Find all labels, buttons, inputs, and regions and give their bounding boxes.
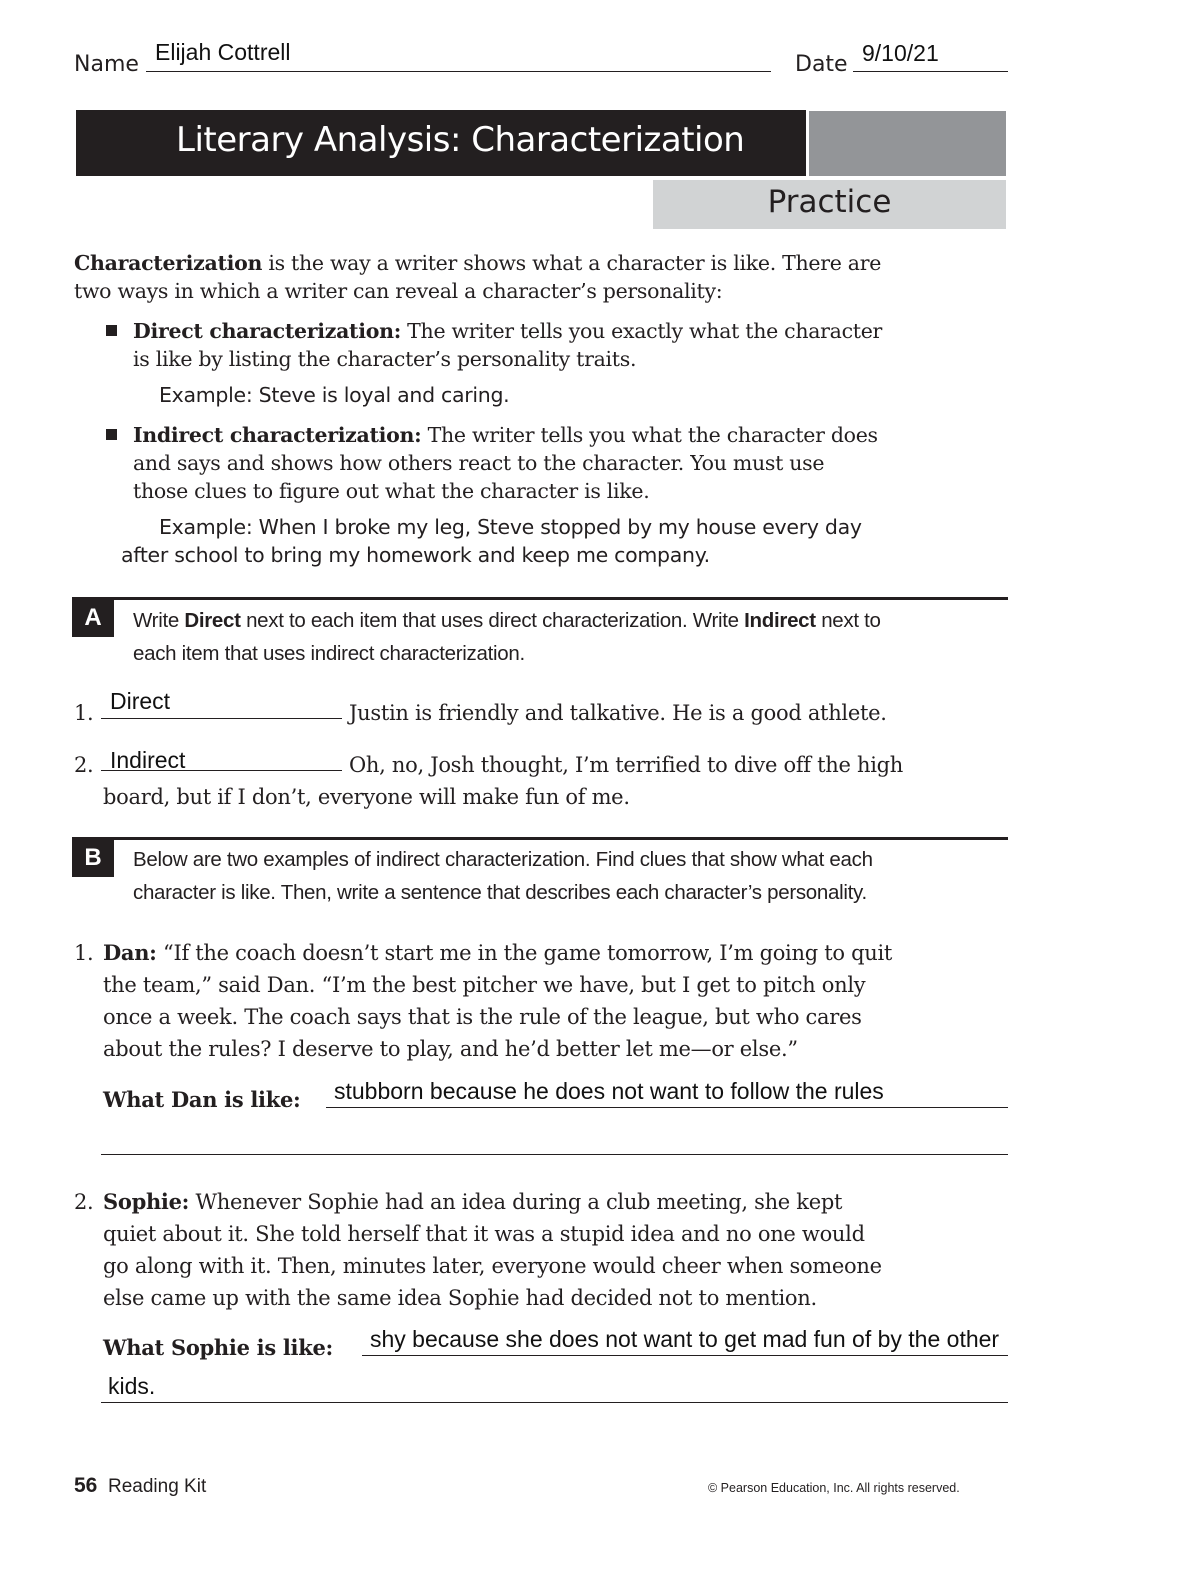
b-item-1-line-1: Dan: “If the coach doesn’t start me in the game tomorrow, I’m going to quit <box>103 940 892 965</box>
copyright-notice: © Pearson Education, Inc. All rights reserved. <box>708 1481 960 1495</box>
b-item-1-line-4: about the rules? I deserve to play, and he’d better let me—or else.” <box>103 1037 798 1061</box>
section-a-instructions-line-2: each item that uses indirect characterization. <box>133 642 525 665</box>
b-item-1-number: 1. <box>74 941 94 965</box>
title-accent-block <box>809 111 1006 176</box>
b-item-2-line-1: Sophie: Whenever Sophie had an idea during a club meeting, she kept <box>103 1189 843 1214</box>
section-b-instructions-line-1: Below are two examples of indirect characterization. Find clues that show what each <box>133 848 873 871</box>
b-item-1-underline-2 <box>101 1154 1008 1155</box>
date-label: Date <box>795 52 848 77</box>
indirect-example-line-1: Example: When I broke my leg, Steve stopped by my house every day <box>159 515 862 539</box>
name-field[interactable]: Elijah Cottrell <box>155 39 291 65</box>
section-b-badge: B <box>72 839 114 877</box>
direct-example: Example: Steve is loyal and caring. <box>159 383 510 407</box>
direct-line-2: is like by listing the character’s personality traits. <box>133 347 637 371</box>
a-item-2-number: 2. <box>74 753 94 777</box>
intro-line-1: Characterization is the way a writer shows what a character is like. There are <box>74 251 882 275</box>
b-item-1-line-3: once a week. The coach says that is the rule of the league, but who cares <box>103 1005 862 1029</box>
name-underline <box>146 71 771 72</box>
a-item-1-number: 1. <box>74 701 94 725</box>
b-item-2-underline-1 <box>362 1355 1008 1356</box>
b-item-2-line-3: go along with it. Then, minutes later, everyone would cheer when someone <box>103 1254 882 1278</box>
b-item-2-prompt: What Sophie is like: <box>103 1335 333 1360</box>
b-item-1-line-2: the team,” said Dan. “I’m the best pitcher we have, but I get to pitch only <box>103 973 866 997</box>
b-item-2-underline-2 <box>101 1402 1008 1403</box>
a-item-1-answer-field[interactable]: Direct <box>110 688 171 714</box>
b-item-2-answer-field-2[interactable]: kids. <box>108 1373 156 1399</box>
date-underline <box>853 71 1008 72</box>
page-title: Literary Analysis: Characterization <box>176 120 745 160</box>
a-item-1-text: Justin is friendly and talkative. He is a good athlete. <box>349 701 887 725</box>
a-item-2-answer-field[interactable]: Indirect <box>110 747 186 773</box>
b-item-1-prompt: What Dan is like: <box>103 1087 301 1112</box>
direct-term: Direct characterization: <box>133 319 401 343</box>
b-item-2-line-2: quiet about it. She told herself that it was a stupid idea and no one would <box>103 1222 865 1246</box>
section-b-rule <box>72 837 1008 840</box>
a-item-1-underline <box>101 718 342 719</box>
b-item-1-underline-1 <box>326 1107 1008 1108</box>
direct-line-1: Direct characterization: The writer tells you exactly what the character <box>133 319 883 343</box>
section-b-instructions-line-2: character is like. Then, write a sentence that describes each character’s personality. <box>133 881 867 904</box>
indirect-example-line-2: after school to bring my homework and keep me company. <box>121 543 710 567</box>
b-item-1-answer-field[interactable]: stubborn because he does not want to follow the rules <box>334 1078 884 1104</box>
name-label: Name <box>74 52 139 77</box>
indirect-line-2: and says and shows how others react to the character. You must use <box>133 451 825 475</box>
indirect-line-1: Indirect characterization: The writer tells you what the character does <box>133 423 878 447</box>
practice-label: Practice <box>767 184 892 220</box>
section-a-badge: A <box>72 599 114 637</box>
section-a-instructions-line-1: Write Direct next to each item that uses direct characterization. Write Indirect next to <box>133 609 881 632</box>
footer-book-title: Reading Kit <box>108 1476 207 1497</box>
bullet-square-icon <box>106 429 117 440</box>
intro-term: Characterization <box>74 251 263 275</box>
a-item-2-underline <box>101 770 342 771</box>
b-item-2-number: 2. <box>74 1190 94 1214</box>
a-item-2-text-line-1: Oh, no, Josh thought, I’m terrified to dive off the high <box>349 753 904 777</box>
bullet-square-icon <box>106 325 117 336</box>
a-item-2-text-line-2: board, but if I don’t, everyone will make fun of me. <box>103 785 630 809</box>
b-item-2-line-4: else came up with the same idea Sophie had decided not to mention. <box>103 1286 817 1310</box>
indirect-line-3: those clues to figure out what the character is like. <box>133 479 650 503</box>
b-item-2-answer-field[interactable]: shy because she does not want to get mad fun of by the other <box>370 1326 1000 1352</box>
date-field[interactable]: 9/10/21 <box>862 40 939 66</box>
section-a-rule <box>72 597 1008 600</box>
intro-line-2: two ways in which a writer can reveal a character’s personality: <box>74 279 723 303</box>
page-number: 56 <box>74 1474 98 1497</box>
indirect-term: Indirect characterization: <box>133 423 422 447</box>
